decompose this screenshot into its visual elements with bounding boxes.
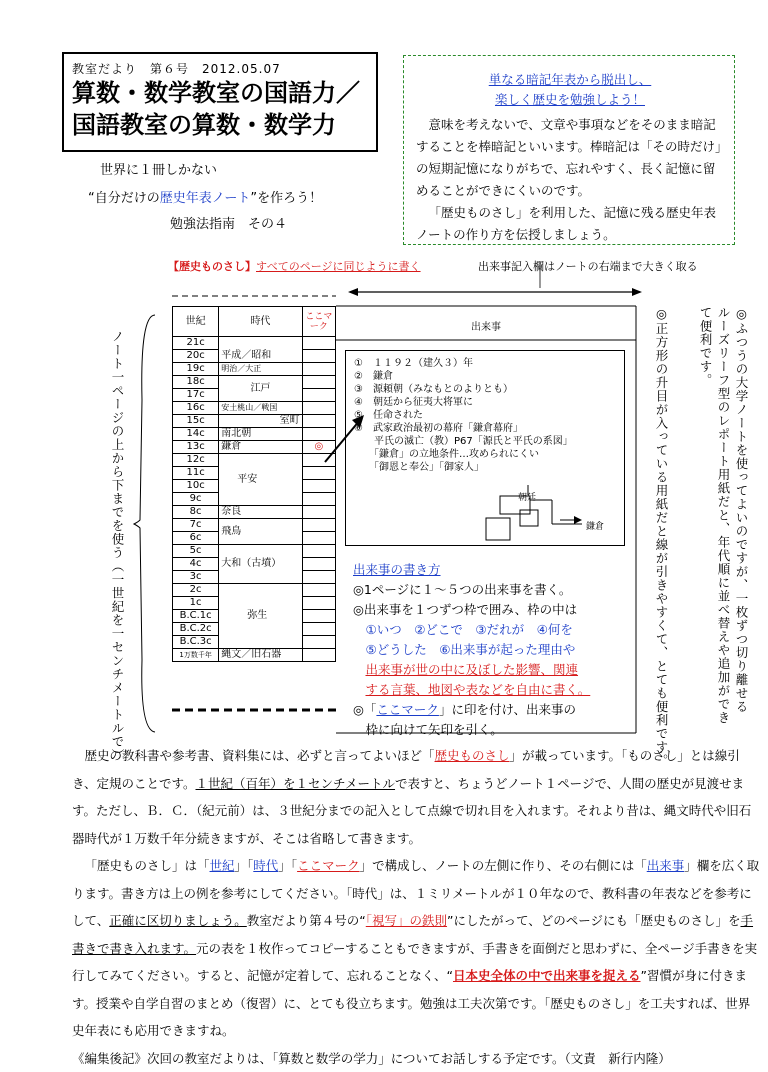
century-cell: 21c <box>173 337 219 350</box>
body-p1-em: 歴史ものさし <box>435 748 510 763</box>
era-muromachi: 室町 <box>219 415 302 428</box>
body-p2-k: 教室だより第４号の“ <box>247 913 366 928</box>
issue-meta: 教室だより 第６号 2012.05.07 <box>72 60 368 77</box>
map-label-court: 朝廷 <box>518 490 536 503</box>
century-cell: 1万数千年 <box>173 649 219 662</box>
century-cell: 6c <box>173 532 219 545</box>
era-yayoi: 弥生 <box>219 584 302 649</box>
howto-line7-c: 」に印を付け、出来事の <box>439 702 576 717</box>
century-cell: 15c <box>173 415 219 428</box>
century-cell: 3c <box>173 571 219 584</box>
century-cell: 17c <box>173 389 219 402</box>
event-line: ③ 源頼朝（みなもとのよりとも） <box>354 383 616 396</box>
event-line: 平氏の滅亡（教）P67「源氏と平氏の系図」 <box>354 435 616 448</box>
era-kamakura: 鎌倉 <box>219 441 302 454</box>
body-p2-century: 世紀 <box>210 858 235 873</box>
century-cell: 1c <box>173 597 219 610</box>
body-p2-a: 「歴史ものさし」は「 <box>85 858 210 873</box>
century-cell: 7c <box>173 519 219 532</box>
howto-line2: ◎出来事を１つずつ枠で囲み、枠の中は <box>353 600 643 620</box>
body-p1-e: で表すと、ちょうどノート１ページで、人間の歴史が見渡せます。ただし、Ｂ．Ｃ．（紀元前）は、３世紀分までの記入として点線で切れ目を入れます。それより昔は、縄文時代や旧石器時代が１万数千年分続きますが、そこは省略して書きます。 <box>72 776 751 846</box>
body-p1-c: 」が載っています。「ものさし」とは線引き、定規のことです。 <box>72 748 740 791</box>
century-cell: 8c <box>173 506 219 519</box>
century-cell: 20c <box>173 350 219 363</box>
col-header-mark: ここマーク <box>302 307 335 337</box>
right-vertical-note2: ◎正方形の升目が入っている用紙だと線が引きやすくて、とても便利です。 <box>652 306 670 726</box>
history-ruler-table <box>172 306 336 662</box>
subtitle-line1: 世界に１冊しかない <box>100 160 217 182</box>
mark-symbol: ◎ <box>302 441 335 454</box>
subtitle-line3: 勉強法指南 その４ <box>170 214 287 236</box>
body-p1-underline: １世紀（百年）を１センチメートル <box>196 776 396 791</box>
howto-line6: する言葉、地図や表などを自由に書く。 <box>353 680 643 700</box>
col-header-era: 時代 <box>219 307 302 337</box>
body-p2-era: 時代 <box>253 858 278 873</box>
body-p2-q: ”習慣が身に付きます。授業や自学自習のまとめ（復習）に、とても役立ちます。勉強は工夫次第です。「歴史ものさし」を工夫すれば、世界史年表にも応用できますね。 <box>72 968 750 1038</box>
century-cell: 9c <box>173 493 219 506</box>
page-title-line1: 算数・数学教室の国語力／ <box>72 77 368 109</box>
body-paragraph1 <box>72 742 762 852</box>
howto-line8: 枠に向けて矢印を引く。 <box>353 720 643 740</box>
era-edo: 江戸 <box>219 376 302 402</box>
subtitle-post: ”を作ろう！ <box>250 191 322 206</box>
century-cell: 11c <box>173 467 219 480</box>
era-nara: 奈良 <box>219 506 302 519</box>
body-paragraph2 <box>72 852 762 1045</box>
era-yamato: 大和（古墳） <box>219 545 302 584</box>
howto-section <box>353 560 643 740</box>
editor-note: 《編集後記》次回の教室だよりは、「算数と数学の学力」についてお話しする予定です。（文責 新行内隆） <box>72 1045 762 1072</box>
event-example-box <box>345 350 625 546</box>
map-label-kamakura: 鎌倉 <box>586 519 604 532</box>
era-heian: 平安 <box>219 454 302 506</box>
ruler-label-text: すべてのページに同じように書く <box>256 260 421 273</box>
century-cell: 19c <box>173 363 219 376</box>
body-p2-c: 」「 <box>235 858 254 873</box>
events-column-label: 出来事記入欄はノートの右端まで大きく取る <box>478 258 698 274</box>
howto-line7 <box>353 700 643 720</box>
howto-title: 出来事の書き方 <box>353 560 643 580</box>
century-cell: B.C.3c <box>173 636 219 649</box>
col-header-century: 世紀 <box>173 307 219 337</box>
howto-line7-a: ◎「 <box>353 702 376 717</box>
body-p2-o: 元の表を１枚作ってコピーすることもできますが、手書きを面倒だと思わずに、全ページ手書きを実行してみてください。すると、記憶が定着して、忘れることなく、“ <box>72 941 757 984</box>
era-heisei: 平成／昭和 <box>219 337 302 363</box>
century-cell: 10c <box>173 480 219 493</box>
howto-line3: ①いつ ②どこで ③だれが ④何を <box>353 620 643 640</box>
event-line: ① １１９２（建久３）年 <box>354 357 616 370</box>
body-p1-a: 歴史の教科書や参考書、資料集には、必ずと言ってよいほど「 <box>85 748 435 763</box>
howto-line4-text: ⑤どうした ⑥出来事が起った理由や <box>366 642 576 657</box>
subtitle-emphasis: 歴史年表ノート <box>160 191 251 206</box>
body-p2-rule: 「視写」の鉄則 <box>366 913 447 928</box>
page-title-line2: 国語教室の算数・数学力 <box>72 109 368 141</box>
century-cell: 4c <box>173 558 219 571</box>
body-p2-g: 」で構成し、ノートの左側に作り、その右側には「 <box>360 858 647 873</box>
howto-line7-mark: ここマーク <box>376 702 439 717</box>
event-line: ⑥ 武家政治最初の幕府「鎌倉幕府」 <box>354 422 616 435</box>
body-text <box>72 742 762 1072</box>
ruler-label-bracket: 【歴史ものさし】 <box>168 260 256 273</box>
body-p2-events: 出来事 <box>647 858 685 873</box>
event-line: ④ 朝廷から征夷大将軍に <box>354 396 616 409</box>
century-cell: 14c <box>173 428 219 441</box>
event-line: ② 鎌倉 <box>354 370 616 383</box>
body-p2-underline1: 正確に区切りましょう。 <box>109 913 247 928</box>
subtitle-pre: “自分だけの <box>88 191 160 206</box>
body-p2-e: 」「 <box>278 858 297 873</box>
century-cell: 18c <box>173 376 219 389</box>
intro-paragraph1: 意味を考えないで、文章や事項などをそのまま暗記することを棒暗記といいます。棒暗記は「その時だけ」の短期記憶になりがちで、忘れやすく、長く記憶に留めることができにくいのです。 <box>416 114 724 202</box>
century-cell: 5c <box>173 545 219 558</box>
howto-line5: 出来事が世の中に及ぼした影響、関連 <box>353 660 643 680</box>
century-cell: B.C.2c <box>173 623 219 636</box>
intro-heading1: 単なる暗記年表から脱出し、 <box>416 70 724 90</box>
era-asuka: 飛鳥 <box>219 519 302 545</box>
event-line: 「御恩と奉公」「御家人」 <box>354 461 616 474</box>
howto-line4 <box>353 640 643 660</box>
body-p2-i: 」欄を広く取ります。書き方は上の例を参考にしてください。「時代」は、１ミリメートルが１０年なので、教科書の年表などを参考にして、 <box>72 858 759 928</box>
col-header-events: 出来事 <box>336 318 636 333</box>
intro-heading2: 楽しく歴史を勉強しよう！ <box>416 90 724 110</box>
right-vertical-note1: ◎ふつうの大学ノートを使ってよいのですが、一枚ずつ切り離せるルーズリーフ型のレポート用紙だと、年代順に並べ替えや追加ができて便利です。 <box>690 306 750 726</box>
event-line: ⑤ 任命された <box>354 409 616 422</box>
century-cell: 16c <box>173 402 219 415</box>
body-p2-m: ”にしたがって、どのページにも「歴史ものさし」を <box>447 913 740 928</box>
body-p2-underline2: 手書きで書き入れます。 <box>72 913 753 956</box>
howto-line1: ◎1ページに１～５つの出来事を書く。 <box>353 580 643 600</box>
era-jomon: 縄文／旧石器 <box>219 649 302 662</box>
era-nanboku: 南北朝 <box>219 428 302 441</box>
era-meiji: 明治／大正 <box>219 363 302 376</box>
event-line: 「鎌倉」の立地条件…攻められにくい <box>354 448 616 461</box>
century-cell: 12c <box>173 454 219 467</box>
century-cell: 13c <box>173 441 219 454</box>
body-p2-em: 日本史全体の中で出来事を捉える <box>453 968 641 983</box>
body-p2-mark: ここマーク <box>297 858 360 873</box>
century-cell: B.C.1c <box>173 610 219 623</box>
left-vertical-note: ノート一ページの上から下までを使う（一世紀を一センチメートルで） <box>108 330 126 730</box>
intro-paragraph2: 「歴史ものさし」を利用した、記憶に残る歴史年表ノートの作り方を伝授しましょう。 <box>416 202 724 246</box>
century-cell: 2c <box>173 584 219 597</box>
era-azuchi: 安土桃山／戦国 <box>219 402 302 415</box>
